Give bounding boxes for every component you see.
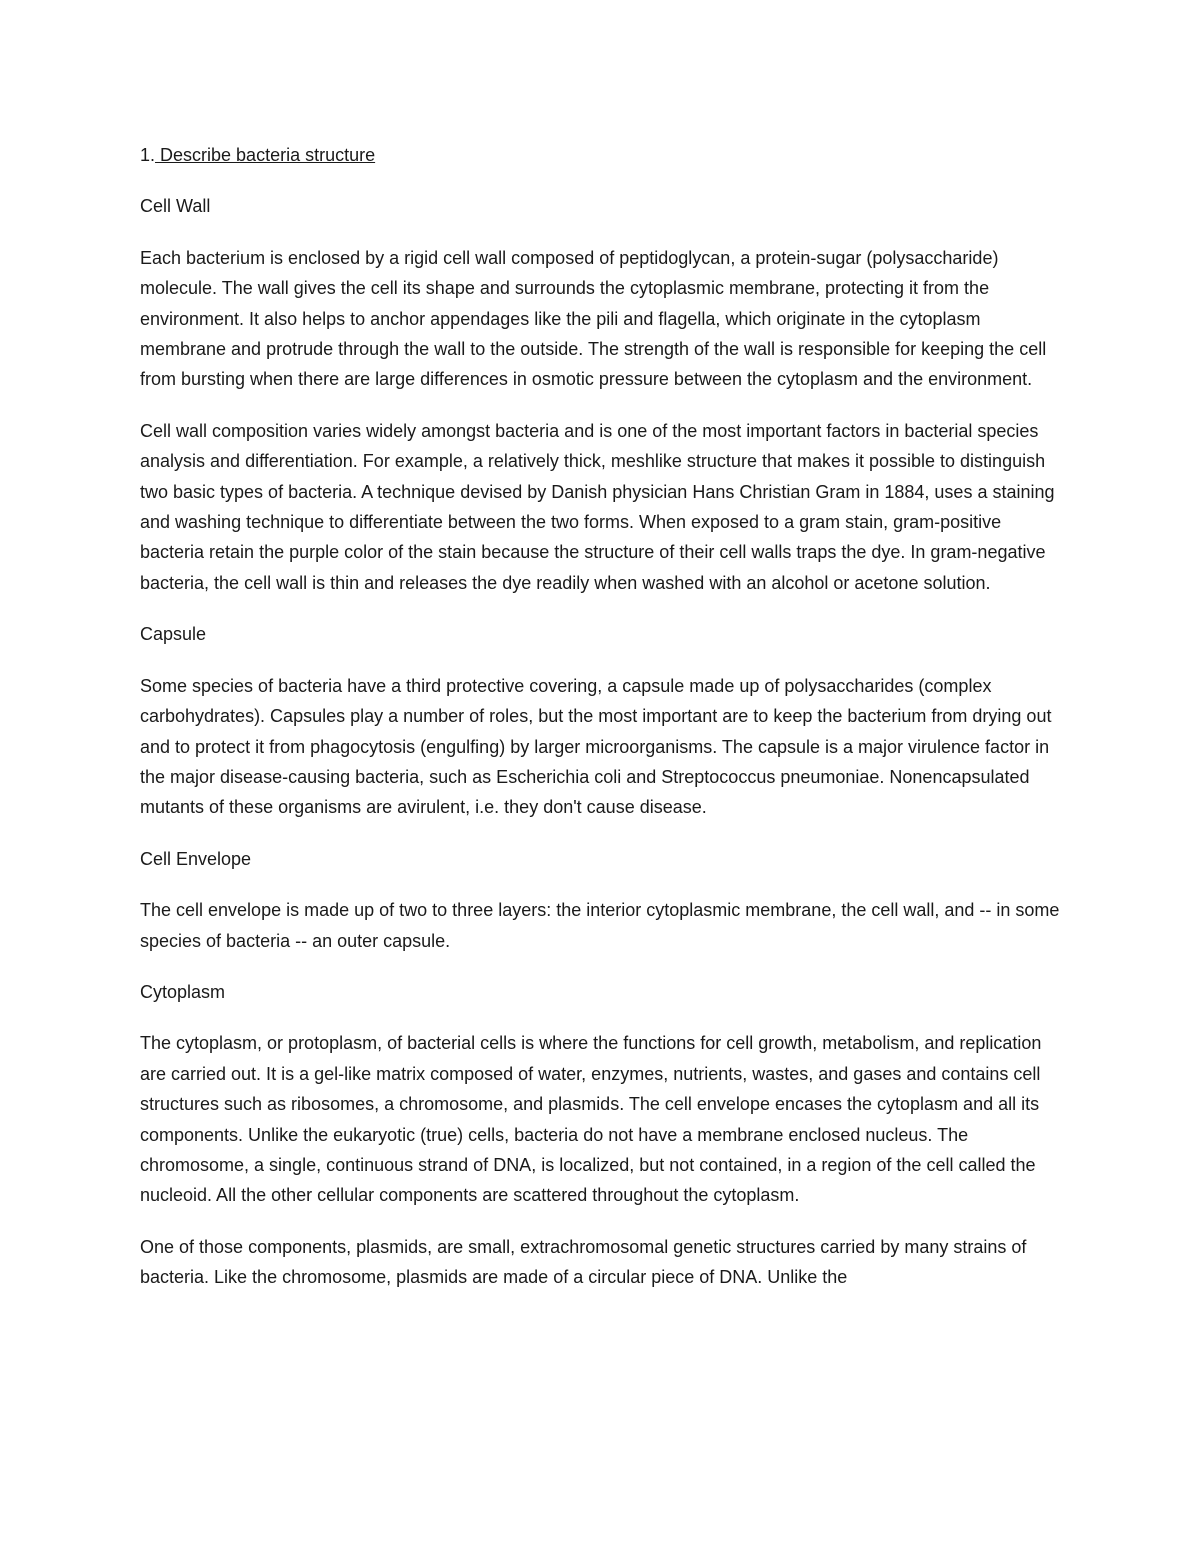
question-title: Describe bacteria structure [155,145,376,165]
question-number: 1. [140,145,156,165]
paragraph-cytoplasm-2: One of those components, plasmids, are small, extrachromosomal genetic structures carried by many strains of bacteria. Like the chromosome, plasmids are made of a circular piece of DNA. Unlike the [140,1236,1027,1288]
document-body [140,140,1065,1314]
paragraph-capsule-1: Some species of bacteria have a third protective covering, a capsule made up of polysaccharides (complex carbohydrates). Capsules play a number of roles, but the most important are to keep the bacterium from drying out and to protect it from phagocytosis (engulfing) by larger microorganisms. The capsule is a major virulence factor in the major disease-causing bacteria, such as Escherichia coli and Streptococcus pneumoniae. Nonencapsulated mutants of these organisms are avirulent, i.e. they don't cause disease. [140,675,1052,818]
section-heading-cell-envelope: Cell Envelope [140,848,252,869]
paragraph-cell-wall-2: Cell wall composition varies widely amongst bacteria and is one of the most important factors in bacterial species analysis and differentiation. For example, a relatively thick, meshlike structure that makes it possible to distinguish two basic types of bacteria. A technique devised by Danish physician Hans Christian Gram in 1884, uses a staining and washing technique to differentiate between the two forms. When exposed to a gram stain, gram-positive bacteria retain the purple color of the stain because the structure of their cell walls traps the dye. In gram-negative bacteria, the cell wall is thin and releases the dye readily when washed with an alcohol or acetone solution. [140,420,1055,593]
paragraph-cell-wall-1: Each bacterium is enclosed by a rigid cell wall composed of peptidoglycan, a protein-sugar (polysaccharide) molecule. The wall gives the cell its shape and surrounds the cytoplasmic membrane, protecting it from the environment. It also helps to anchor appendages like the pili and flagella, which originate in the cytoplasm membrane and protrude through the wall to the outside. The strength of the wall is responsible for keeping the cell from bursting when there are large differences in osmotic pressure between the cytoplasm and the environment. [140,247,1047,390]
paragraph-cell-envelope-1: The cell envelope is made up of two to three layers: the interior cytoplasmic membrane, the cell wall, and -- in some species of bacteria -- an outer capsule. [140,900,1060,951]
question-heading [140,140,1065,170]
section-heading-capsule: Capsule [140,624,207,645]
section-heading-cell-wall: Cell Wall [140,196,211,217]
paragraph-cytoplasm-1: The cytoplasm, or protoplasm, of bacterial cells is where the functions for cell growth, metabolism, and replication are carried out. It is a gel-like matrix composed of water, enzymes, nutrients, wastes, and gases and contains cell structures such as ribosomes, a chromosome, and plasmids. The cell envelope encases the cytoplasm and all its components. Unlike the eukaryotic (true) cells, bacteria do not have a membrane enclosed nucleus. The chromosome, a single, continuous strand of DNA, is localized, but not contained, in a region of the cell called the nucleoid. All the other cellular components are scattered throughout the cytoplasm. [140,1033,1042,1206]
section-heading-cytoplasm: Cytoplasm [140,981,226,1002]
